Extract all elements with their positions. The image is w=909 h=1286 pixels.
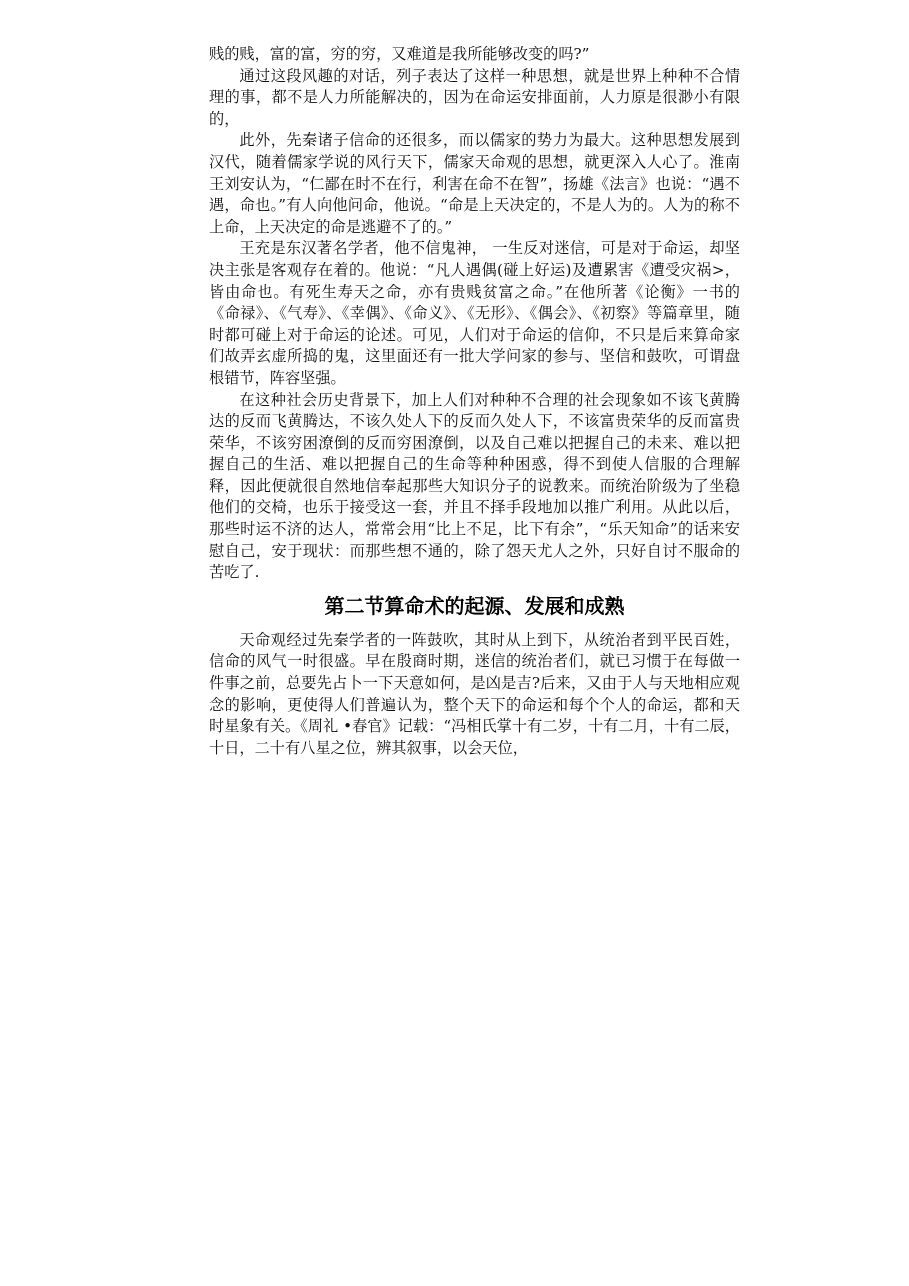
paragraph-2: 通过这段风趣的对话，列子表达了这样一种思想，就是世界上种种不合情理的事，都不是人力所能解决的，因为在命运安排面前，人力原是很渺小有限的，: [209, 66, 740, 128]
paragraph-3: 此外，先秦诸子信命的还很多，而以儒家的势力为最大。这种思想发展到汉代，随着儒家学说的风行天下，儒家天命观的思想，就更深入人心了。淮南王刘安认为，“仁鄙在时不在行，利害在命不在智”，扬雄《法言》也说：“遇不遇，命也。”有人向他问命，他说。“命是上天决定的，不是人为的。人为的称不上命，上天决定的命是逃避不了的。”: [209, 131, 740, 236]
document-page: [209, 44, 740, 759]
paragraph-5: 在这种社会历史背景下，加上人们对种种不合理的社会现象如不该飞黄腾达的反而飞黄腾达，不该久处人下的反而久处人下，不该富贵荣华的反而富贵荣华，不该穷困潦倒的反而穷困潦倒，以及自己难以把握自己的未来、难以把握自己的生活、难以把握自己的生命等种种困惑，得不到使人信服的合理解释，因此便就很自然地信奉起那些大知识分子的说教来。而统治阶级为了坐稳他们的交椅，也乐于接受这一套，并且不择手段地加以推广利用。从此以后，那些时运不济的达人，常常会用“比上不足，比下有余”，“乐天知命”的话来安慰自己，安于现状：而那些想不通的，除了怨天尤人之外，只好自讨不服命的苦吃了.: [209, 390, 740, 582]
section-heading: 第二节算命术的起源、发展和成熟: [324, 593, 625, 618]
paragraph-4: 王充是东汉著名学者，他不信鬼神， 一生反对迷信，可是对于命运，却坚决主张是客观存在着的。他说：“凡人遇偶(碰上好运)及遭累害《遭受灾祸>，皆由命也。有死生寿天之命，亦有贵贱贫富之命。”在他所著《论衡》一书的《命禄》、《气寿》、《幸偶》、《命义》、《无形》、《偶会》、《初察》等篇章里，随时都可碰上对于命运的论述。可见，人们对于命运的信仰，不只是后来算命家们故弄玄虚所捣的鬼，这里面还有一批大学问家的参与、坚信和鼓吹，可谓盘根错节，阵容坚强。: [209, 239, 740, 387]
paragraph-1: 贱的贱，富的富，穷的穷，又难道是我所能够改变的吗?”: [209, 45, 590, 63]
paragraph-6: 天命观经过先秦学者的一阵鼓吹，其时从上到下，从统治者到平民百姓，信命的风气一时很盛。早在殷商时期，迷信的统治者们，就已习惯于在每做一件事之前，总要先占卜一下天意如何，是凶是吉?后来，又由于人与天地相应观念的影响，更使得人们普遍认为，整个天下的命运和每个个人的命运，都和天时星象有关。《周礼 •春官》记载：“冯相氏掌十有二岁，十有二月，十有二辰，十日，二十有八星之位，辨其叙事，以会天位，: [209, 630, 740, 757]
